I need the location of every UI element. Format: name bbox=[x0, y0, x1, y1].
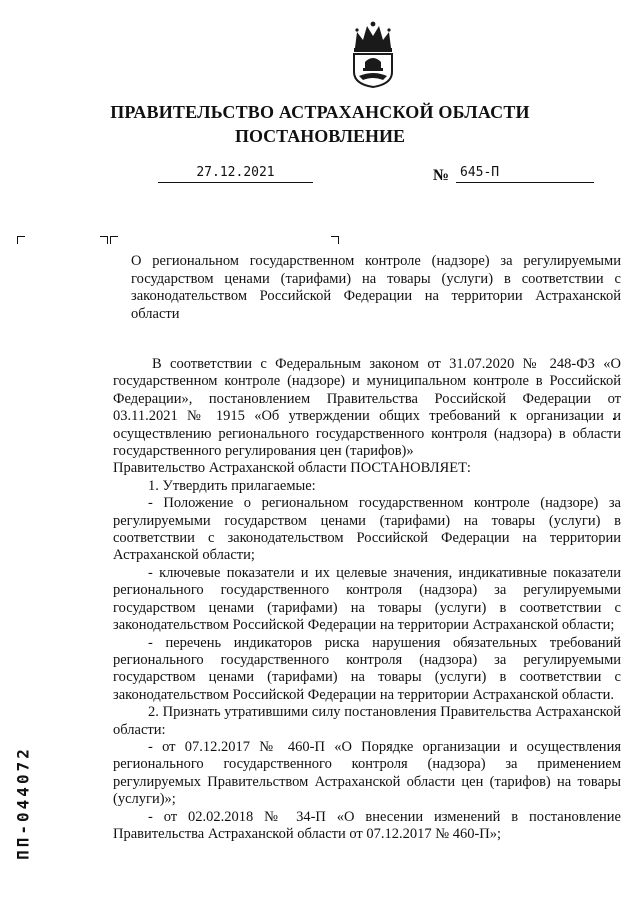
preamble-paragraph: В соответствии с Федеральным законом от 31.07.2020 № 248-ФЗ «О государственном контроле (надзоре) и муниципальном контроле в Российской Федерации», постановлением Правительства Российской Федерации от 03.11.2021 № 1915 «Об утверждении общих требований к организации и осуществлению регионального государственного контроля (надзора) в области государственного регулирования цен (тарифов)» bbox=[113, 356, 621, 460]
organization-title: ПРАВИТЕЛЬСТВО АСТРАХАНСКОЙ ОБЛАСТИ bbox=[110, 102, 530, 122]
item-1-a: - Положение о региональном государственном контроле (надзоре) за регулируемыми государством ценами (тарифами) на товары (услуги) в соответствии с законодательством Российской Федерации на территории Астраханской области; bbox=[113, 495, 621, 564]
document-number: 645-П bbox=[456, 165, 594, 183]
item-1-c: - перечень индикаторов риска нарушения обязательных требований регионального государственного контроля (надзора) за регулируемыми государством ценами (тарифами) на товары (услуги) в соответствии с законодательством Российской Федерации на территории Астраханской области. bbox=[113, 634, 621, 703]
item-2-b: - от 02.02.2018 № 34-П «О внесении изменений в постановление Правительства Астраханской области от 07.12.2017 № 460-П»; bbox=[113, 808, 621, 842]
item-1-b: - ключевые показатели и их целевые значения, индикативные показатели регионального государственного контроля (надзора) за регулируемыми государством ценами (тарифами) на товары (услуги) в соответствии с законодательством Российской Федерации на территории Астраханской области; bbox=[113, 564, 621, 634]
document-subject: О региональном государственном контроле (надзоре) за регулируемыми государством ценами (тарифами) на товары (услуги) в соответствии с законодательством Российской Федерации на территории Астраханской области bbox=[131, 253, 621, 322]
document-date: 27.12.2021 bbox=[158, 165, 313, 183]
item-2-a: - от 07.12.2017 № 460-П «О Порядке организации и осуществления регионального государственного контроля (надзора) за применением регулируемых Правительством Астраханской области цен (тарифов) на товары (услуги)»; bbox=[113, 738, 621, 808]
resolves-paragraph: Правительство Астраханской области ПОСТАНОВЛЯЕТ: bbox=[113, 460, 471, 477]
form-serial-number bbox=[8, 728, 38, 878]
subject-corner-mark bbox=[331, 236, 339, 244]
item-1: 1. Утвердить прилагаемые: bbox=[148, 477, 316, 494]
subject-corner-mark bbox=[110, 236, 118, 244]
document-body bbox=[113, 356, 621, 843]
address-corner-mark bbox=[17, 236, 25, 244]
document-type-title: ПОСТАНОВЛЕНИЕ bbox=[234, 126, 406, 146]
item-2: 2. Признать утратившими силу постановления Правительства Астраханской области: bbox=[113, 704, 621, 738]
number-sign: № bbox=[433, 167, 450, 184]
serial-text: ПП-044072 bbox=[13, 746, 33, 860]
address-corner-mark bbox=[100, 236, 108, 244]
coat-of-arms-icon bbox=[343, 18, 403, 88]
